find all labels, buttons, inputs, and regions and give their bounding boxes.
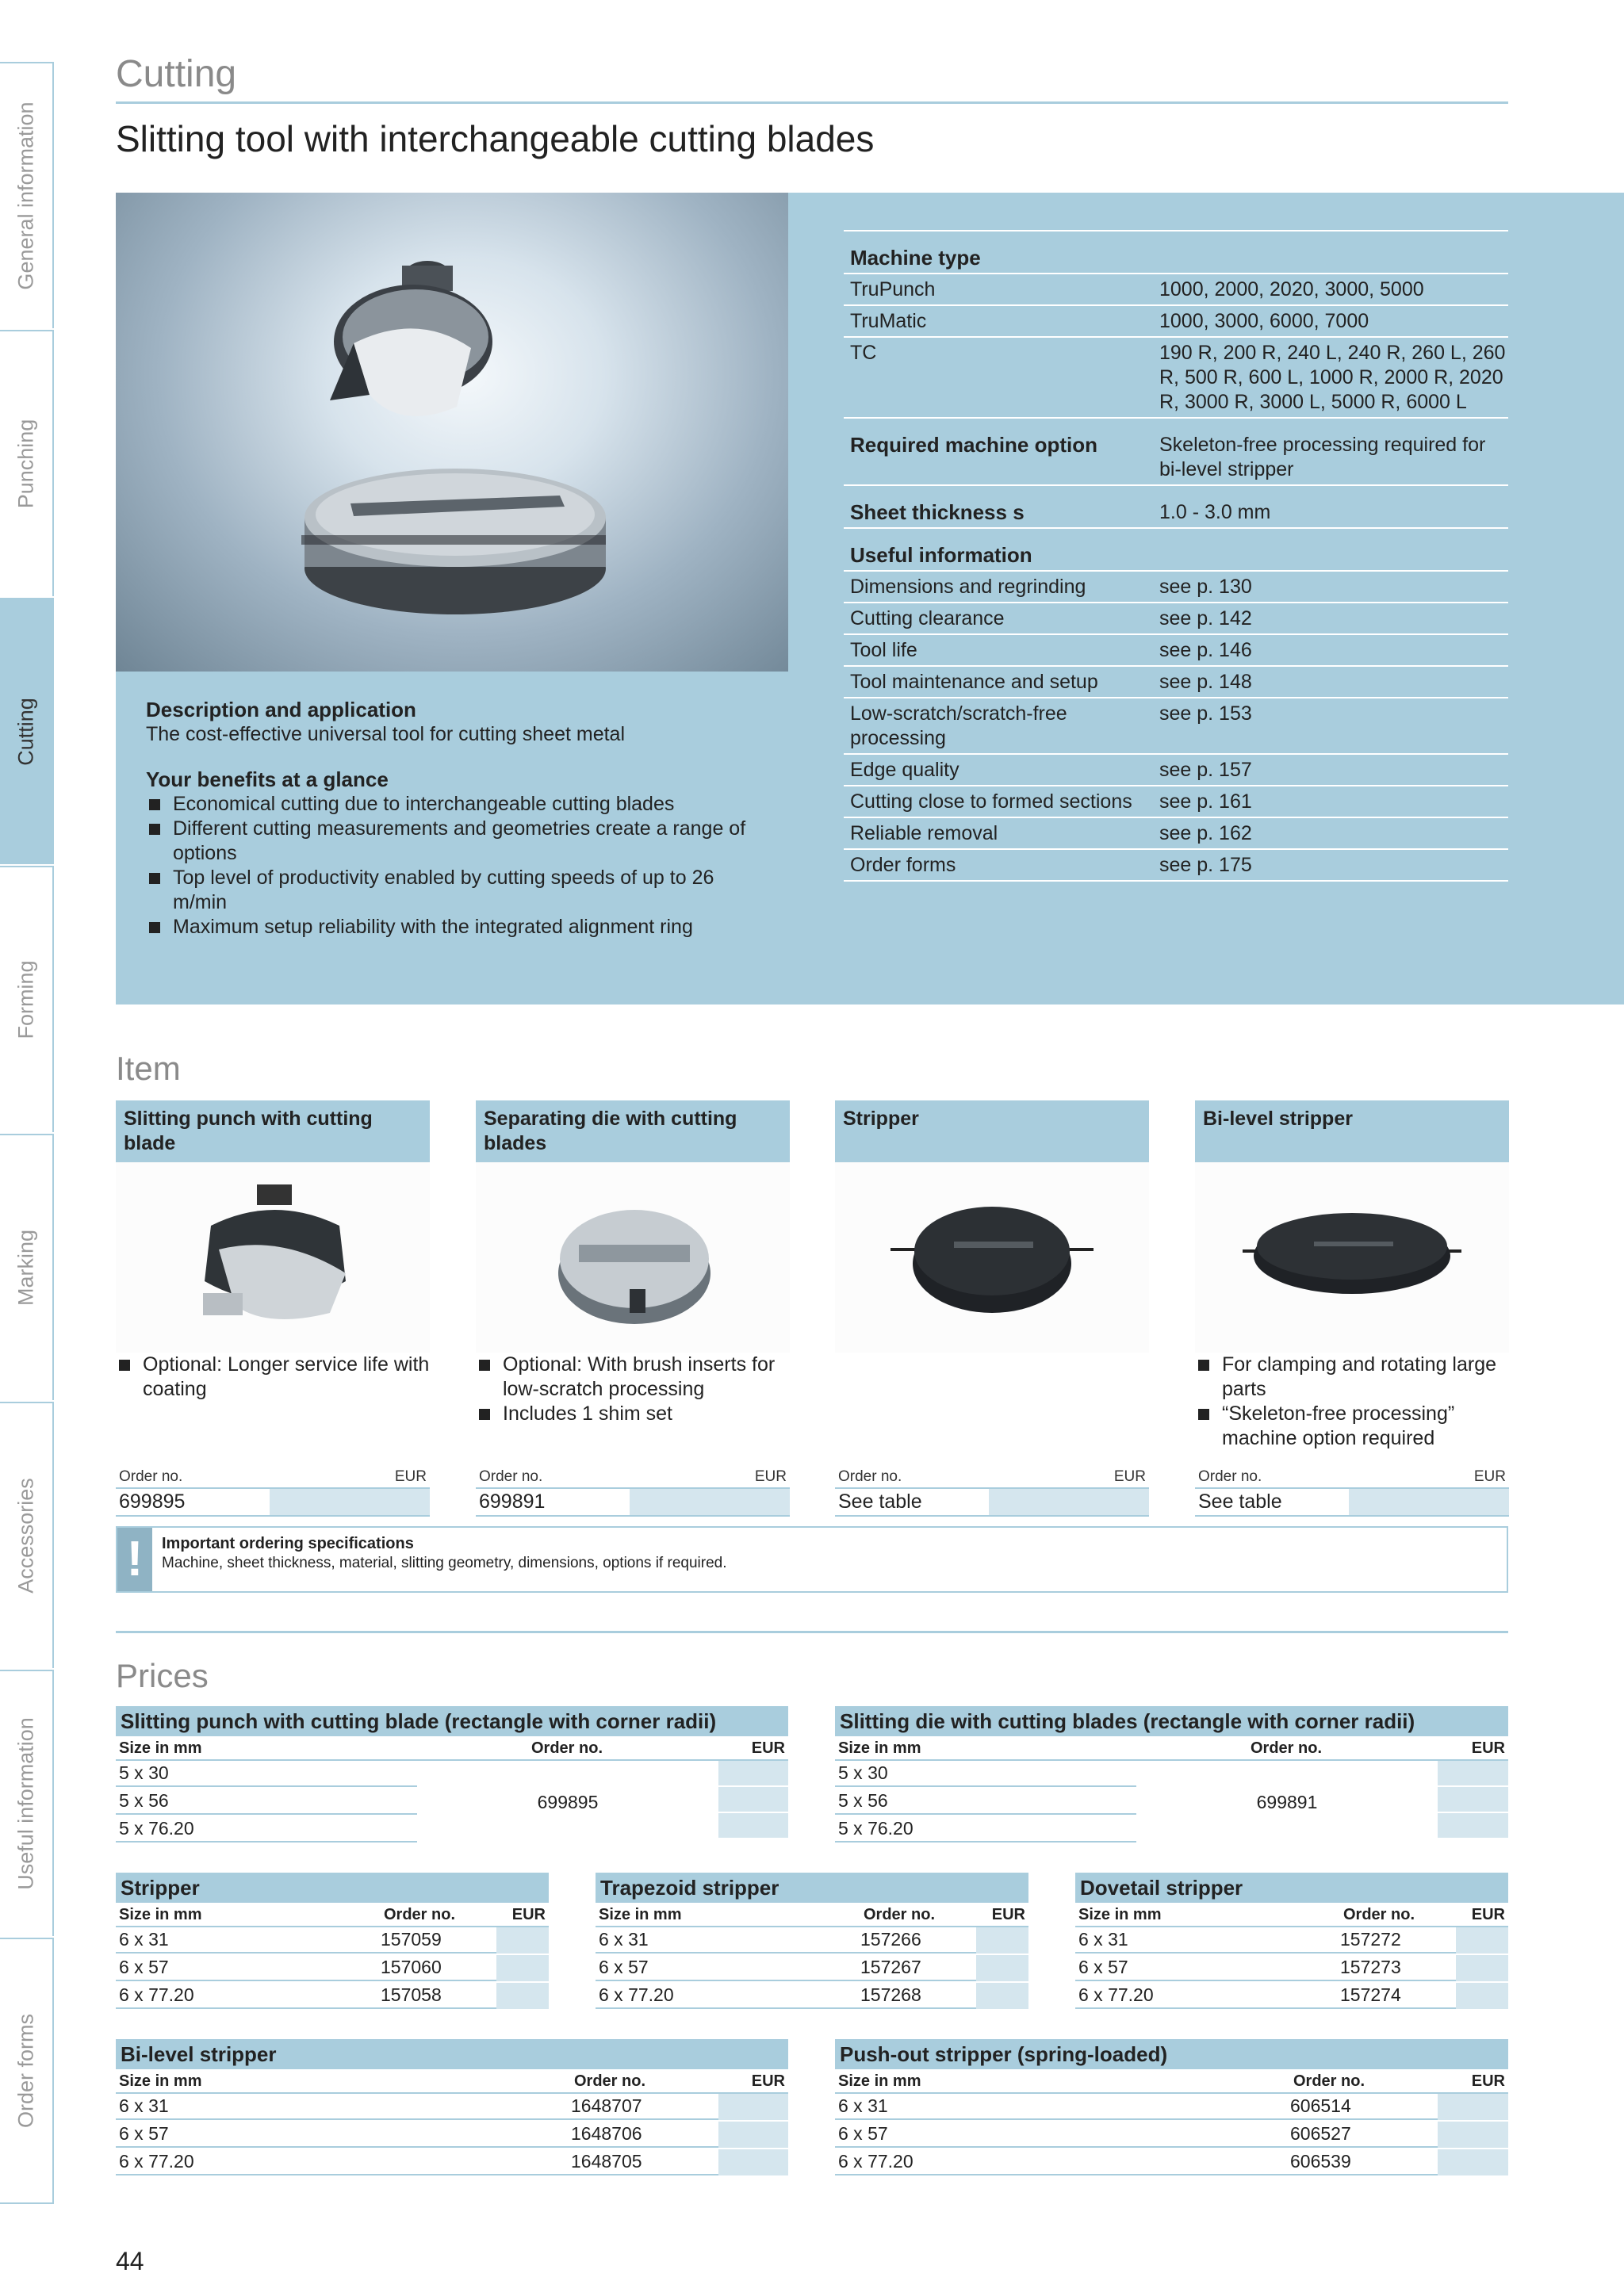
spec-key: Dimensions and regrinding [850,576,1086,598]
prices-heading: Prices [116,1657,209,1694]
size-cell: 6 x 77.20 [116,1983,381,2009]
col-eur: EUR [751,1739,785,1757]
col-eur: EUR [751,2072,785,2090]
divider [116,101,1508,104]
description [146,698,764,939]
table-row [596,1927,1028,1955]
item-notes [476,1353,790,1451]
table-row [835,2094,1508,2122]
tab-label: General information [13,101,38,290]
table-row [835,1816,1136,1844]
tab-accessories[interactable] [0,1402,54,1668]
order-number: 157272 [1340,1927,1456,1954]
col-size: Size in mm [119,2072,202,2090]
spec-row [844,603,1508,635]
spec-row [844,419,1508,486]
description-text: The cost-effective universal tool for cutting sheet metal [146,723,626,745]
table-title: Push-out stripper (spring-loaded) [835,2039,1508,2069]
order-label-row [476,1465,790,1489]
size-cell: 6 x 57 [835,2122,1290,2148]
order-value-row [116,1489,430,1517]
benefits-heading: Your benefits at a glance [146,767,389,791]
spec-row [844,274,1508,306]
eur-cell [496,1983,549,2009]
eur-cell [630,1489,790,1515]
spec-row [844,486,1508,529]
item-title: Separating die with cutting blades [476,1100,790,1162]
spec-key: Reliable removal [850,822,998,844]
eur-label: EUR [1113,1468,1146,1485]
table-title: Slitting punch with cutting blade (rectangle with corner radii) [116,1706,788,1736]
item-notes [835,1353,1149,1451]
eur-cell [1438,1787,1508,1813]
size-cell: 6 x 77.20 [835,2149,1290,2175]
table-row [116,1761,417,1789]
bilevel-stripper-image [1195,1162,1509,1353]
col-order: Order no. [384,1906,456,1923]
order-number: 157274 [1340,1983,1456,2009]
page-reference[interactable]: see p. 142 [1159,607,1252,629]
price-table-trapezoid [596,1873,1028,2011]
tab-order-forms[interactable] [0,1938,54,2204]
spec-value: 1000, 3000, 6000, 7000 [1159,310,1369,332]
table-row [1075,1927,1508,1955]
price-table-bilevel [116,2039,788,2177]
spec-row [844,572,1508,603]
col-eur: EUR [1471,1906,1505,1923]
size-cell: 6 x 77.20 [596,1983,860,2009]
spec-row [844,818,1508,850]
eur-cell [270,1489,430,1515]
order-cell-merged [1136,1761,1438,1844]
eur-cell [1349,1489,1509,1515]
price-table-pushout [835,2039,1508,2177]
eur-cell [1456,1927,1508,1954]
order-label-row [116,1465,430,1489]
eur-cell [718,1787,788,1813]
order-value-row [835,1489,1149,1517]
table-row [835,1761,1136,1789]
spec-key: TC [850,342,877,364]
order-label: Order no. [1198,1468,1262,1485]
section-title: Cutting [116,53,237,95]
order-cell-merged [417,1761,718,1844]
size-column [116,1761,417,1844]
order-number: 606527 [1290,2122,1438,2148]
order-number: 1648705 [571,2149,718,2175]
eur-label: EUR [754,1468,787,1485]
eur-cell [718,2122,788,2148]
order-number: 157267 [860,1955,976,1981]
page-reference[interactable]: see p. 148 [1159,671,1252,693]
table-row [1075,1983,1508,2011]
page-reference[interactable]: see p. 162 [1159,822,1252,844]
col-order: Order no. [864,1906,936,1923]
bilevel-stripper-icon [1195,1162,1509,1353]
tab-label: Accessories [13,1478,38,1594]
size-cell: 6 x 31 [1075,1927,1340,1954]
size-cell: 6 x 31 [596,1927,860,1954]
table-row [1075,1955,1508,1983]
order-value-row [1195,1489,1509,1517]
order-number: 157266 [860,1927,976,1954]
table-row [596,1983,1028,2011]
order-number: 1648707 [571,2094,718,2120]
table-body [116,1761,788,1844]
table-row [835,2122,1508,2149]
price-table-stripper [116,1873,549,2011]
punch-image [116,1162,430,1353]
page-reference[interactable]: see p. 146 [1159,639,1252,661]
order-label: Order no. [479,1468,543,1485]
eur-cell [1438,2094,1508,2120]
slitting-tool-illustration [116,193,788,672]
item-card [476,1100,790,1517]
table-header [835,1736,1508,1761]
size-cell: 5 x 76.20 [116,1816,417,1843]
size-cell: 5 x 76.20 [835,1816,1136,1843]
tab-label: Punching [13,419,38,509]
table-header [596,1903,1028,1927]
spec-key: Cutting clearance [850,607,1005,629]
item-notes [1195,1353,1509,1451]
spec-row [844,635,1508,667]
table-title: Dovetail stripper [1075,1873,1508,1903]
col-eur: EUR [1471,2072,1505,2090]
list-item: Maximum setup reliability with the integrated alignment ring [146,915,764,939]
stripper-icon [835,1162,1149,1353]
col-eur: EUR [511,1906,546,1923]
table-row [596,1955,1028,1983]
tab-forming[interactable] [0,866,54,1132]
order-label: Order no. [838,1468,902,1485]
item-heading: Item [116,1050,181,1087]
price-table-dovetail [1075,1873,1508,2011]
description-heading: Description and application [146,698,416,721]
list-item: Includes 1 shim set [476,1402,790,1426]
table-row [835,2149,1508,2177]
table-header [1075,1903,1508,1927]
table-title: Stripper [116,1873,549,1903]
col-order: Order no. [1251,1739,1323,1757]
eur-cell [1438,2149,1508,2175]
order-label-row [1195,1465,1509,1489]
tab-marking[interactable] [0,1134,54,1400]
spec-key: Sheet thickness s [850,500,1025,524]
table-row [835,1789,1136,1816]
tab-useful-information[interactable] [0,1670,54,1936]
spec-heading: Useful information [850,543,1032,567]
table-row [116,2122,788,2149]
list-item: Different cutting measurements and geometries create a range of options [146,817,764,866]
price-table-die [835,1706,1508,1844]
spec-value: 1.0 - 3.0 mm [1159,501,1271,523]
die-icon [476,1162,790,1353]
spec-key: Low-scratch/scratch-free processing [850,702,1067,749]
size-cell: 6 x 57 [1075,1955,1340,1981]
tab-label: Cutting [13,698,38,766]
stripper-image [835,1162,1149,1353]
col-eur: EUR [1471,1739,1505,1757]
list-item: Optional: With brush inserts for low-scratch processing [476,1353,790,1402]
eur-column [1438,1761,1508,1844]
table-header [116,2069,788,2094]
table-header [116,1736,788,1761]
page-title: Slitting tool with interchangeable cutting blades [116,118,875,159]
list-item: For clamping and rotating large parts [1195,1353,1509,1402]
eur-cell [1456,1955,1508,1981]
table-row [116,1816,417,1844]
spec-key: TruMatic [850,310,927,332]
size-cell: 6 x 31 [835,2094,1290,2120]
eur-cell [1438,2122,1508,2148]
order-number: 157059 [381,1927,496,1954]
size-cell: 6 x 77.20 [1075,1983,1340,2009]
price-table-punch [116,1706,788,1844]
notice-body: Machine, sheet thickness, material, slitting geometry, dimensions, options if required. [162,1555,727,1571]
col-eur: EUR [991,1906,1025,1923]
order-number: 699895 [537,1792,599,1812]
spec-row [844,850,1508,882]
spec-key: Tool life [850,639,917,661]
size-cell: 5 x 30 [116,1761,417,1787]
col-size: Size in mm [119,1906,202,1923]
tab-punching[interactable] [0,330,54,596]
tab-general-information[interactable] [0,62,54,328]
table-row [116,1927,549,1955]
notice-text [162,1534,726,1573]
tab-label: Marking [13,1229,38,1307]
spec-value: 1000, 2000, 2020, 3000, 5000 [1159,278,1424,300]
list-item: “Skeleton-free processing” machine option required [1195,1402,1509,1451]
table-row [116,1983,549,2011]
order-number: 157060 [381,1955,496,1981]
table-row [116,1955,549,1983]
table-row [116,1789,417,1816]
col-size: Size in mm [838,2072,921,2090]
item-notes [116,1353,430,1451]
size-cell: 5 x 56 [116,1789,417,1815]
table-row [116,2149,788,2177]
spec-row [844,230,1508,274]
table-body [835,1761,1508,1844]
order-number: 1648706 [571,2122,718,2148]
spec-key: Tool maintenance and setup [850,671,1098,693]
spec-row [844,667,1508,698]
size-cell: 6 x 31 [116,1927,381,1954]
table-header [835,2069,1508,2094]
item-title: Slitting punch with cutting blade [116,1100,430,1162]
eur-cell [718,2149,788,2175]
eur-label: EUR [1473,1468,1506,1485]
tab-label: Order forms [13,2013,38,2129]
spec-key: Edge quality [850,759,959,781]
eur-cell [976,1983,1028,2009]
list-item: Top level of productivity enabled by cutting speeds of up to 26 m/min [146,866,764,915]
col-size: Size in mm [838,1739,921,1757]
spec-key: Order forms [850,854,956,876]
list-item: Economical cutting due to interchangeable cutting blades [146,792,764,817]
table-title: Bi-level stripper [116,2039,788,2069]
spec-key: Required machine option [850,433,1098,457]
order-number: 699891 [1256,1792,1318,1812]
eur-cell [989,1489,1149,1515]
size-column [835,1761,1136,1844]
table-header [116,1903,549,1927]
item-card [1195,1100,1509,1517]
eur-cell [1438,1761,1508,1787]
order-number: 606539 [1290,2149,1438,2175]
tab-label: Useful information [13,1717,38,1890]
spec-row [844,529,1508,572]
col-size: Size in mm [599,1906,682,1923]
tab-label: Forming [13,960,38,1039]
product-photo [116,193,788,672]
eur-cell [718,1813,788,1839]
eur-column [718,1761,788,1844]
col-order: Order no. [1343,1906,1415,1923]
spec-heading: Machine type [850,246,981,270]
eur-cell [976,1955,1028,1981]
page-reference[interactable]: see p. 130 [1159,576,1252,598]
page-reference[interactable]: see p. 161 [1159,790,1252,813]
col-order: Order no. [531,1739,603,1757]
order-number: 157058 [381,1983,496,2009]
table-title: Slitting die with cutting blades (rectangle with corner radii) [835,1706,1508,1736]
item-card [835,1100,1149,1517]
page-reference[interactable]: see p. 153 [1159,702,1252,725]
size-cell: 6 x 57 [116,1955,381,1981]
tab-cutting[interactable] [0,598,54,864]
size-cell: 6 x 31 [116,2094,571,2120]
table-title: Trapezoid stripper [596,1873,1028,1903]
spec-row [844,755,1508,786]
eur-cell [496,1927,549,1954]
list-item: Optional: Longer service life with coating [116,1353,430,1402]
spec-value: 190 R, 200 R, 240 L, 240 R, 260 L, 260 R, 500 R, 600 L, 1000 R, 2000 R, 2020 R, 3000 R, 3000 L, 5000 R, 6000 L [1159,342,1506,413]
order-number: 699895 [119,1490,186,1513]
size-cell: 5 x 30 [835,1761,1136,1787]
spec-value: Skeleton-free processing required for bi-level stripper [1159,434,1486,480]
warning-icon: ! [117,1528,152,1591]
table-row [116,2094,788,2122]
page-reference[interactable]: see p. 157 [1159,759,1252,781]
size-cell: 6 x 57 [596,1955,860,1981]
benefits-list [146,792,764,939]
col-order: Order no. [574,2072,646,2090]
item-title: Bi-level stripper [1195,1100,1509,1162]
col-size: Size in mm [1078,1906,1162,1923]
col-order: Order no. [1293,2072,1365,2090]
eur-cell [1456,1983,1508,2009]
spec-table [844,230,1508,882]
eur-cell [718,1761,788,1787]
side-tabs [0,62,56,2202]
order-label-row [835,1465,1149,1489]
ordering-notice [116,1526,1508,1593]
spec-key: Cutting close to formed sections [850,790,1132,813]
spec-row [844,338,1508,419]
spec-key: TruPunch [850,278,936,300]
eur-cell [718,2094,788,2120]
spec-row [844,306,1508,338]
order-number: See table [838,1490,922,1513]
eur-cell [976,1927,1028,1954]
page-reference[interactable]: see p. 175 [1159,854,1252,876]
page-number: 44 [116,2247,144,2275]
order-label: Order no. [119,1468,183,1485]
item-card [116,1100,430,1517]
size-cell: 6 x 77.20 [116,2149,571,2175]
die-image [476,1162,790,1353]
order-number: 699891 [479,1490,546,1513]
punch-icon [116,1162,430,1353]
eur-cell [1438,1813,1508,1839]
spec-row [844,786,1508,818]
col-size: Size in mm [119,1739,202,1757]
item-title: Stripper [835,1100,1149,1162]
order-number: 157273 [1340,1955,1456,1981]
order-number: 157268 [860,1983,976,2009]
size-cell: 6 x 57 [116,2122,571,2148]
divider [116,1631,1508,1633]
order-value-row [476,1489,790,1517]
eur-cell [496,1955,549,1981]
order-number: See table [1198,1490,1282,1513]
order-number: 606514 [1290,2094,1438,2120]
size-cell: 5 x 56 [835,1789,1136,1815]
eur-label: EUR [394,1468,427,1485]
notice-title: Important ordering specifications [162,1535,414,1552]
spec-row [844,698,1508,755]
